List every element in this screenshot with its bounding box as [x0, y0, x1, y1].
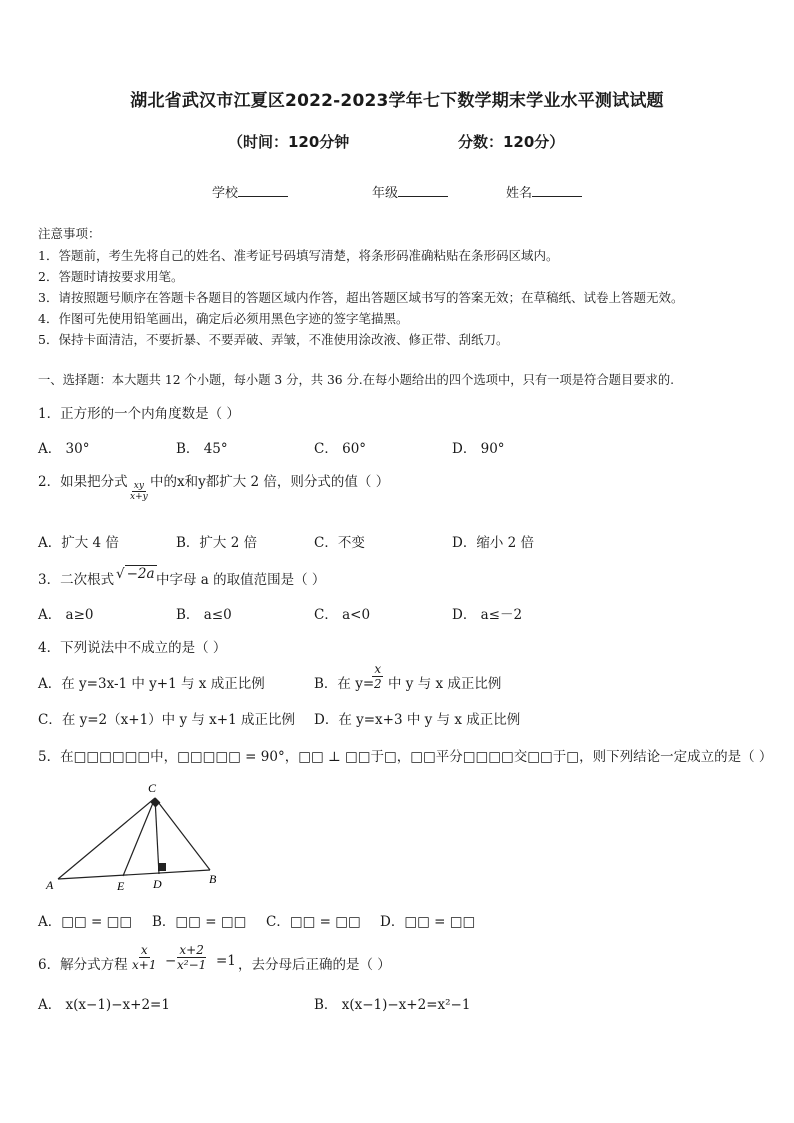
side-ca: [58, 798, 155, 879]
q1-option-d: D． 90°: [452, 441, 505, 457]
notice-item: 5．保持卡面清洁，不要折暴、不要弄破、弄皱，不准使用涂改液、修正带、刮纸刀。: [38, 332, 509, 347]
q5-option-b: B．□□ = □□: [152, 914, 247, 930]
notice-item: 3．请按照题号顺序在答题卡各题目的答题区域内作答，超出答题区域书写的答案无效；在草稿纸、试卷上答题无效。: [38, 290, 684, 305]
q6-f2-den: x²−1: [177, 958, 207, 972]
q3-option-b: B． a≤0: [176, 607, 232, 623]
q4-option-b-pre: B．在 y=: [314, 676, 375, 692]
q6-f2-num: x+2: [179, 943, 204, 957]
triangle-figure: [38, 775, 228, 895]
q6-equals: =1: [216, 953, 236, 969]
q3-option-d: D． a≤－2: [452, 607, 523, 623]
q2-option-d: D．缩小 2 倍: [452, 535, 534, 551]
notice-item: 1．答题前，考生先将自己的姓名、准考证号码填写清楚，将条形码准确粘贴在条形码区域内。: [38, 248, 559, 263]
q1-option-b: B． 45°: [176, 441, 228, 457]
exam-score: 分数：120分）: [458, 133, 565, 151]
segment-ce: [123, 798, 155, 876]
question-2-stem-post: 中的x和y都扩大 2 倍，则分式的值（ ）: [150, 474, 390, 490]
grade-label: 年级: [372, 186, 399, 201]
school-label: 学校: [212, 186, 239, 201]
question-1-stem: 1．正方形的一个内角度数是（ ）: [38, 406, 240, 422]
question-4-stem: 4．下列说法中不成立的是（ ）: [38, 640, 227, 656]
notice-heading: 注意事项：: [38, 226, 101, 241]
q6-option-b: B． x(x−1)−x+2=x²−1: [314, 997, 471, 1013]
q5-option-a: A．□□ = □□: [38, 914, 133, 930]
grade-field: [372, 182, 448, 201]
q3-option-c: C． a<0: [314, 607, 371, 623]
notice-item: 2．答题时请按要求用笔。: [38, 269, 184, 284]
q2-option-c: C．不变: [314, 535, 365, 551]
q3-sqrt: √ −2a: [116, 566, 155, 582]
side-ab: [58, 870, 210, 879]
section-heading: 一、选择题：本大题共 12 个小题，每小题 3 分，共 36 分.在每小题给出的四个选项中，只有一项是符合题目要求的.: [38, 373, 675, 387]
label-c: C: [148, 781, 157, 795]
q4-frac-den: 2: [374, 677, 382, 691]
q3-option-a: A． a≥0: [38, 607, 94, 623]
q1-option-c: C． 60°: [314, 441, 367, 457]
label-e: E: [117, 879, 125, 893]
q2-option-a: A．扩大 4 倍: [38, 535, 119, 551]
side-cb: [155, 798, 210, 870]
q4-option-b-fraction: [372, 662, 384, 691]
page-title: 湖北省武汉市江夏区2022-2023学年七下数学期末学业水平测试试题: [130, 91, 664, 111]
name-blank: [532, 184, 582, 197]
q6-f1-num: x: [140, 943, 148, 957]
q4-option-b-post: 中 y 与 x 成正比例: [388, 676, 502, 692]
question-6-stem-pre: 6．解分式方程: [38, 957, 128, 973]
grade-blank: [398, 184, 448, 197]
q6-fraction-1: [130, 943, 158, 972]
label-a: A: [46, 878, 54, 892]
q6-fraction-2: [175, 943, 208, 972]
segment-cd: [155, 798, 159, 874]
q1-option-a: A． 30°: [38, 441, 90, 457]
q6-option-a: A． x(x−1)−x+2=1: [38, 997, 170, 1013]
exam-time: （时间：120分钟: [228, 133, 350, 151]
q2-frac-num: xy: [133, 481, 144, 491]
name-field: [506, 182, 582, 201]
q6-minus: −: [165, 953, 177, 969]
notice-item: 4．作图可先使用铅笔画出，确定后必须用黑色字迹的签字笔描黑。: [38, 311, 409, 326]
question-3-stem-post: 中字母 a 的取值范围是（ ）: [156, 572, 326, 588]
q4-option-c: C．在 y=2（x+1）中 y 与 x+1 成正比例: [38, 712, 295, 728]
question-5-stem: 5．在□□□□□□中，□□□□□ = 90°，□□ ⊥ □□于□，□□平分□□□□交□□于□，则下列结论一定成立的是（ ）: [38, 749, 773, 765]
school-field: [212, 182, 288, 201]
question-6-stem-post: ，去分母后正确的是（ ）: [238, 957, 391, 973]
q2-fraction: [128, 481, 150, 502]
q3-radicand: −2a: [126, 566, 155, 582]
q6-f1-den: x+1: [132, 958, 157, 972]
name-label: 姓名: [506, 186, 533, 201]
q4-option-a: A．在 y=3x-1 中 y+1 与 x 成正比例: [38, 676, 265, 692]
question-2-stem-pre: 2．如果把分式: [38, 474, 128, 490]
q5-option-c: C．□□ = □□: [266, 914, 361, 930]
q4-frac-num: x: [374, 662, 382, 676]
q4-option-d: D．在 y=x+3 中 y 与 x 成正比例: [314, 712, 521, 728]
q5-option-d: D．□□ = □□: [380, 914, 476, 930]
q2-frac-den: x+y: [130, 492, 148, 502]
q2-option-b: B．扩大 2 倍: [176, 535, 258, 551]
label-b: B: [209, 872, 217, 886]
right-angle-mark-d: [158, 863, 166, 871]
question-3-stem-pre: 3．二次根式: [38, 572, 115, 588]
label-d: D: [153, 877, 162, 891]
school-blank: [238, 184, 288, 197]
